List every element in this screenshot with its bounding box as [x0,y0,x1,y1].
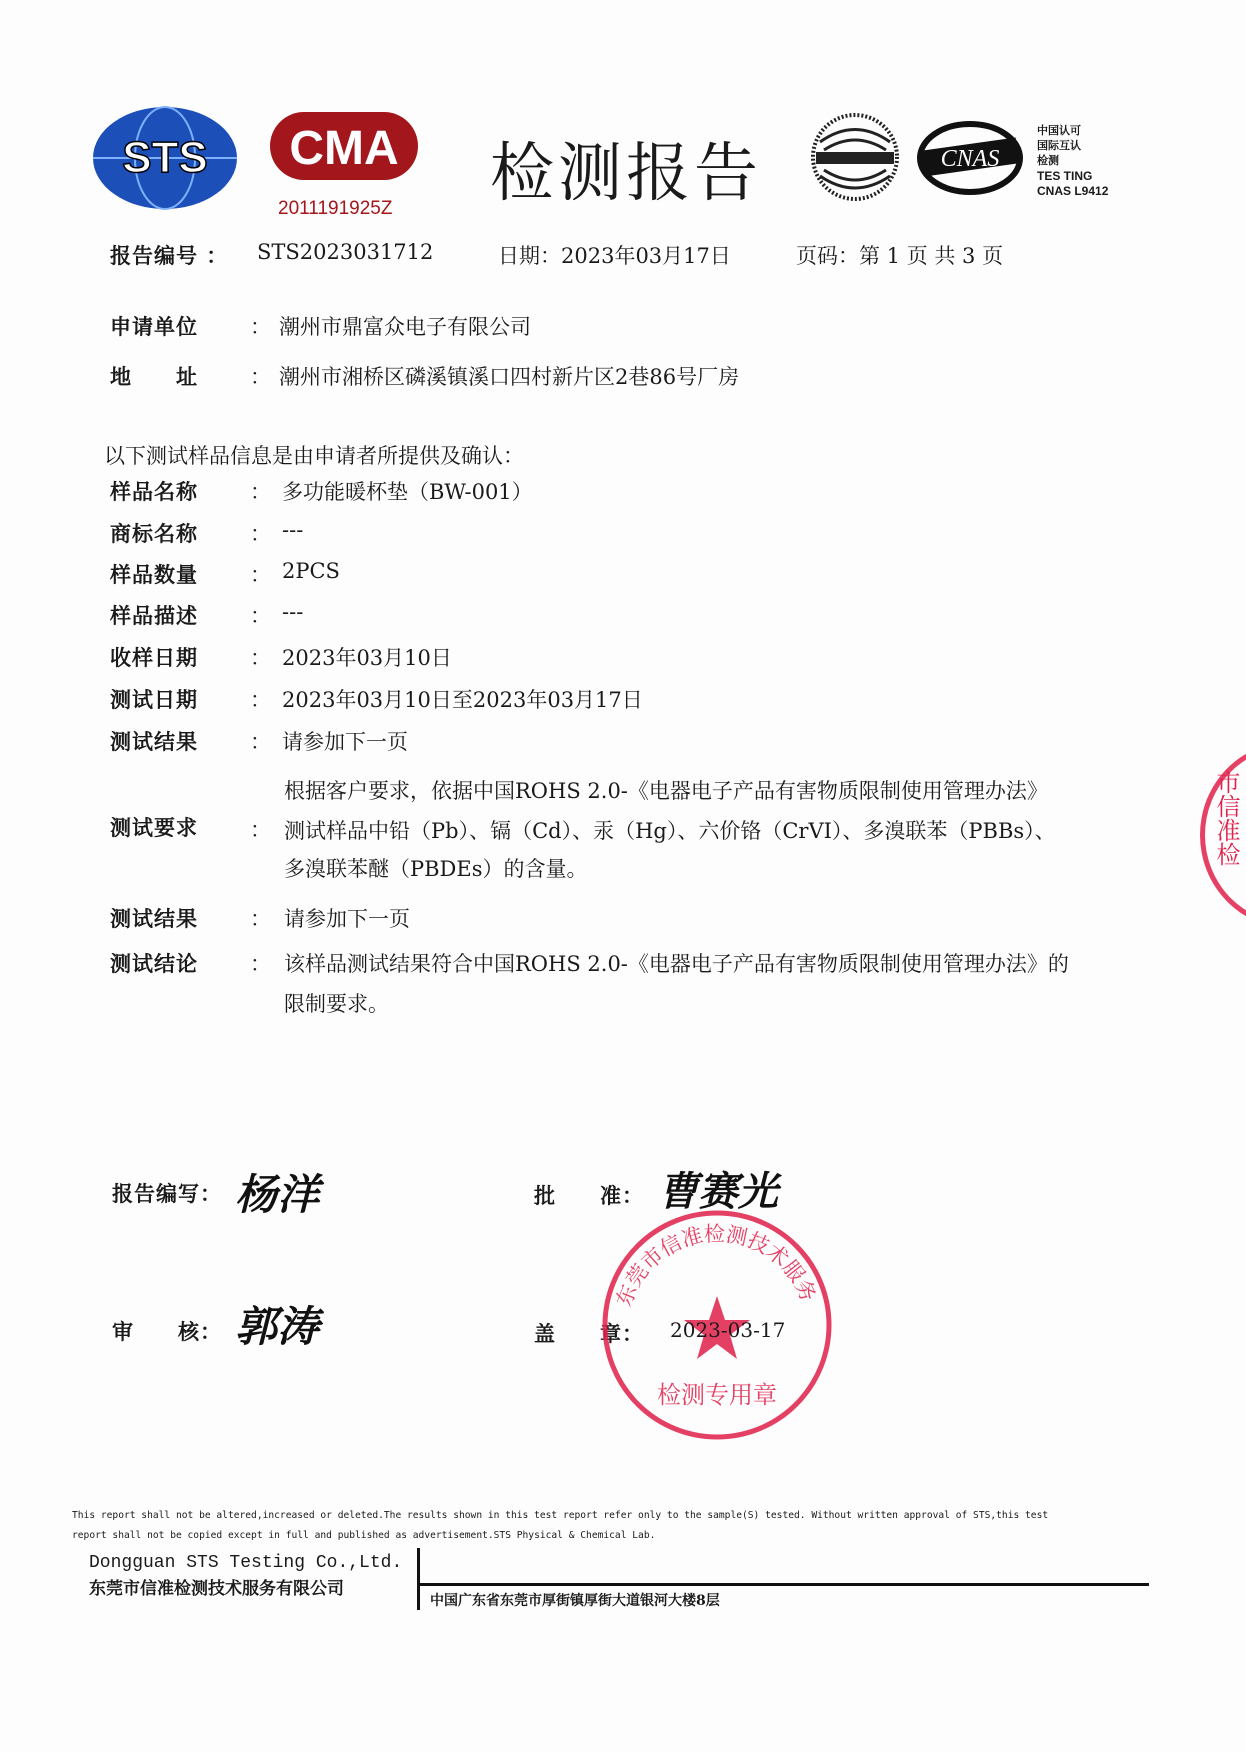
company-name-en: Dongguan STS Testing Co.,Ltd. [89,1553,403,1573]
svg-text:检测专用章: 检测专用章 [657,1381,777,1409]
colon: ： [250,480,271,504]
approve-label: 批 准： [534,1183,644,1208]
cnas-line: 中国认可 [1037,125,1081,137]
field-value: 多功能暖杯垫（BW-001） [282,480,533,504]
requirement-line: 根据客户要求，依据中国ROHS 2.0-《电器电子产品有害物质限制使用管理办法》 [284,779,1048,803]
review-label: 审 核： [112,1319,222,1344]
colon: ： [250,688,271,712]
report-date: 日期：2023年03月17日 [498,244,731,268]
colon: ： [250,522,271,546]
cnas-text [1037,124,1108,199]
result2-value: 请参加下一页 [284,907,410,931]
reviewer-signature: 郭涛 [235,1302,320,1351]
field-label: 样品描述 [110,603,198,628]
requirement-line: 测试样品中铅（Pb）、镉（Cd）、汞（Hg）、六价铬（CrVI）、多溴联苯（PBBs）、 [284,819,1056,843]
field-value: --- [282,600,304,624]
colon: ： [250,907,271,931]
report-title: 检测报告 [490,137,762,211]
field-label: 样品数量 [110,562,198,587]
requirement-line: 多溴联苯醚（PBDEs）的含量。 [284,857,588,881]
colon: ： [250,365,271,389]
colon: ： [250,818,271,842]
cnas-line: 国际互认 [1037,140,1081,152]
field-label: 样品名称 [110,479,198,504]
result2-label: 测试结果 [110,906,198,931]
field-value: 请参加下一页 [282,730,408,754]
sts-logo [92,106,238,210]
colon: ： [250,315,271,339]
disclaimer-line: This report shall not be altered,increased or deleted.The results shown in this test report refer only to the sample(S) tested. Without written approval of STS,this test [72,1510,1049,1521]
intro-text: 以下测试样品信息是由申请者所提供及确认： [104,444,524,468]
field-value: 2023年03月10日 [282,646,452,670]
colon: ： [250,646,271,670]
field-label: 测试结果 [110,729,198,754]
conclusion-label: 测试结论 [110,951,198,976]
ilac-mra-logo [810,112,900,202]
conclusion-line: 限制要求。 [284,992,389,1016]
seal-label: 盖 章： [534,1321,644,1346]
colon: ： [250,604,271,628]
field-value: 2023年03月10日至2023年03月17日 [282,688,643,712]
cma-logo [268,108,420,184]
cnas-line: 检测 [1037,155,1059,167]
company-address: 中国广东省东莞市厚街镇厚街大道银河大楼8层 [430,1593,720,1609]
cnas-logo [916,116,1024,200]
colon: ： [250,952,271,976]
writer-signature: 杨洋 [235,1170,320,1219]
conclusion-line: 该样品测试结果符合中国ROHS 2.0-《电器电子产品有害物质限制使用管理办法》的 [284,952,1069,976]
cnas-line: TES TING [1037,169,1093,183]
svg-text:STS: STS [122,133,208,182]
report-no-label: 报告编号 ： [110,243,229,268]
field-value: 2PCS [282,559,340,583]
colon: ： [250,730,271,754]
field-label: 收样日期 [110,645,198,670]
svg-text:CNAS: CNAS [940,146,1000,172]
field-value: --- [282,518,304,542]
footer-divider-vertical [417,1548,420,1610]
svg-text:CMA: CMA [289,122,399,175]
colon: ： [250,563,271,587]
applicant-label: 申请单位 [110,314,198,339]
cnas-line: CNAS L9412 [1037,184,1109,198]
page-number: 页码：第 1 页 共 3 页 [796,244,1004,268]
applicant-value: 潮州市鼎富众电子有限公司 [279,315,531,339]
field-label: 商标名称 [110,521,198,546]
disclaimer-line: report shall not be copied except in full and published as advertisement.STS Physical & Chemical Lab. [72,1530,656,1541]
field-label: 测试日期 [110,687,198,712]
writer-label: 报告编写： [112,1181,222,1206]
seal-date: 2023-03-17 [670,1318,786,1342]
approver-signature: 曹赛光 [658,1168,778,1215]
company-name-cn: 东莞市信准检测技术服务有限公司 [89,1579,344,1599]
edge-stamp-partial: 市信准检 [1212,770,1240,866]
svg-text:东莞市信准检测技术服务有限公司: 东莞市信准检测技术服务 [611,1221,821,1310]
cma-number: 2011191925Z [278,198,393,219]
requirement-label: 测试要求 [110,815,198,840]
report-no: STS2023031712 [257,240,434,264]
address-value: 潮州市湘桥区磷溪镇溪口四村新片区2巷86号厂房 [279,365,740,389]
address-label: 地 址 [110,364,198,389]
footer-divider-horizontal [417,1583,1149,1586]
